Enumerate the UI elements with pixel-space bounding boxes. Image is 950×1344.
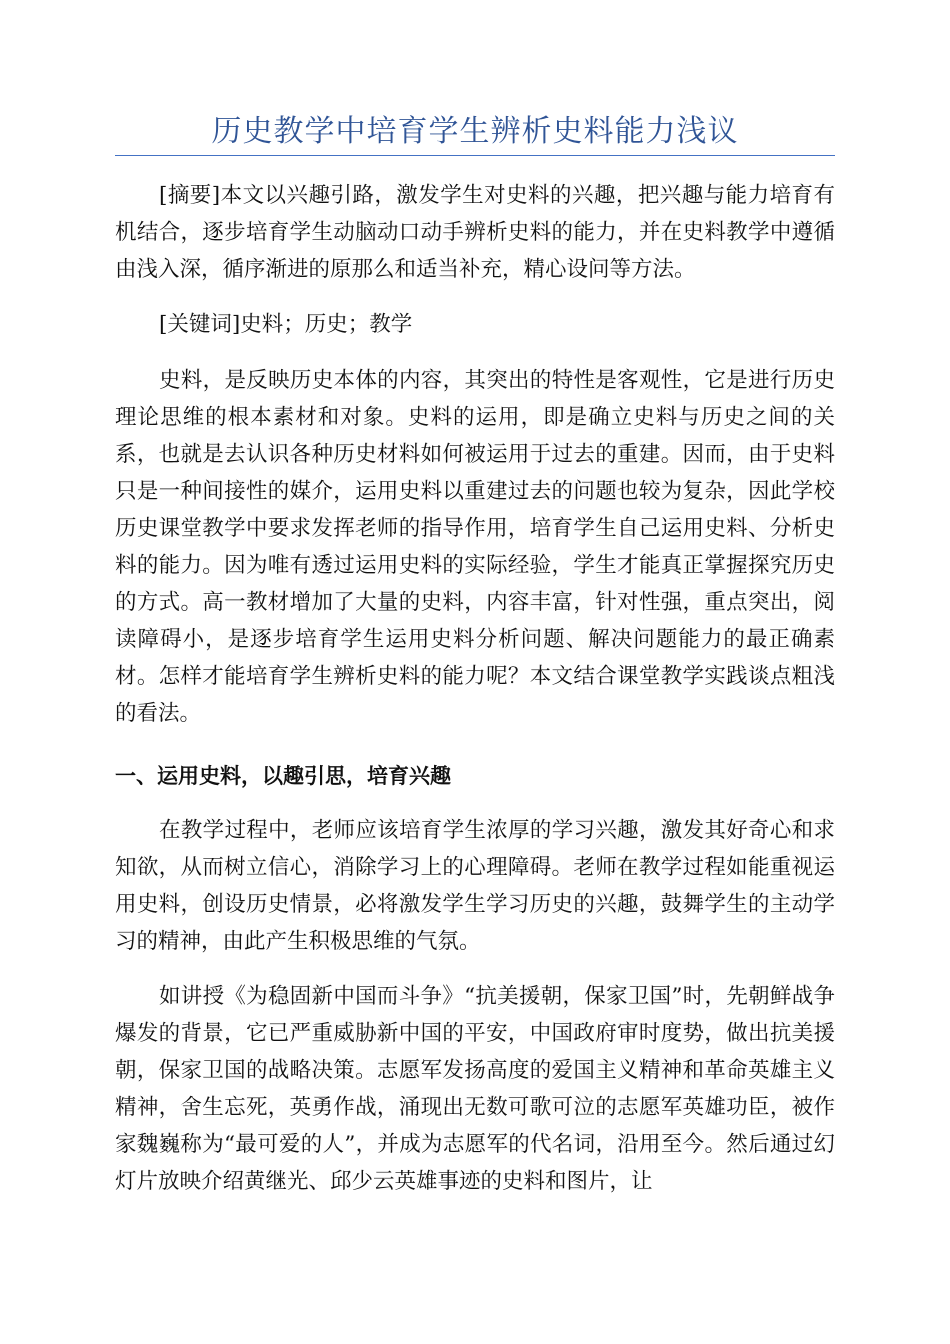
keywords-paragraph: [关键词]史料；历史；教学 (159, 312, 413, 337)
title-underline (115, 155, 835, 156)
body-paragraph: 在教学过程中，老师应该培育学生浓厚的学习兴趣，激发其好奇心和求知欲，从而树立信心，消除学习上的心理障碍。老师在教学过程如能重视运用史料，创设历史情景，必将激发学生学习历史的兴趣，鼓舞学生的主动学习的精神，由此产生积极思维的气氛。 (115, 818, 835, 954)
section-heading: 一、运用史料，以趣引思，培育兴趣 (115, 764, 451, 788)
document-title: 历史教学中培育学生辨析史料能力浅议 (211, 114, 739, 149)
abstract-paragraph: [摘要]本文以兴趣引路，激发学生对史料的兴趣，把兴趣与能力培育有机结合，逐步培育学生动脑动口动手辨析史料的能力，并在史料教学中遵循由浅入深，循序渐进的原那么和适当补充，精心设问等方法。 (115, 183, 835, 282)
body-paragraph: 如讲授《为稳固新中国而斗争》“抗美援朝，保家卫国”时，先朝鲜战争爆发的背景，它已严重威胁新中国的平安，中国政府审时度势，做出抗美援朝，保家卫国的战略决策。志愿军发扬高度的爱国主义精神和革命英雄主义精神，舍生忘死，英勇作战，涌现出无数可歌可泣的志愿军英雄功臣，被作家魏巍称为“最可爱的人”，并成为志愿军的代名词，沿用至今。然后通过幻灯片放映介绍黄继光、邱少云英雄事迹的史料和图片，让 (115, 984, 835, 1194)
intro-paragraph: 史料，是反映历史本体的内容，其突出的特性是客观性，它是进行历史理论思维的根本素材和对象。史料的运用，即是确立史料与历史之间的关系，也就是去认识各种历史材料如何被运用于过去的重建。因而，由于史料只是一种间接性的媒介，运用史料以重建过去的问题也较为复杂，因此学校历史课堂教学中要求发挥老师的指导作用，培育学生自己运用史料、分析史料的能力。因为唯有透过运用史料的实际经验，学生才能真正掌握探究历史的方式。高一教材增加了大量的史料，内容丰富，针对性强，重点突出，阅读障碍小，是逐步培育学生运用史料分析问题、解决问题能力的最正确素材。怎样才能培育学生辨析史料的能力呢？本文结合课堂教学实践谈点粗浅的看法。 (115, 368, 835, 726)
